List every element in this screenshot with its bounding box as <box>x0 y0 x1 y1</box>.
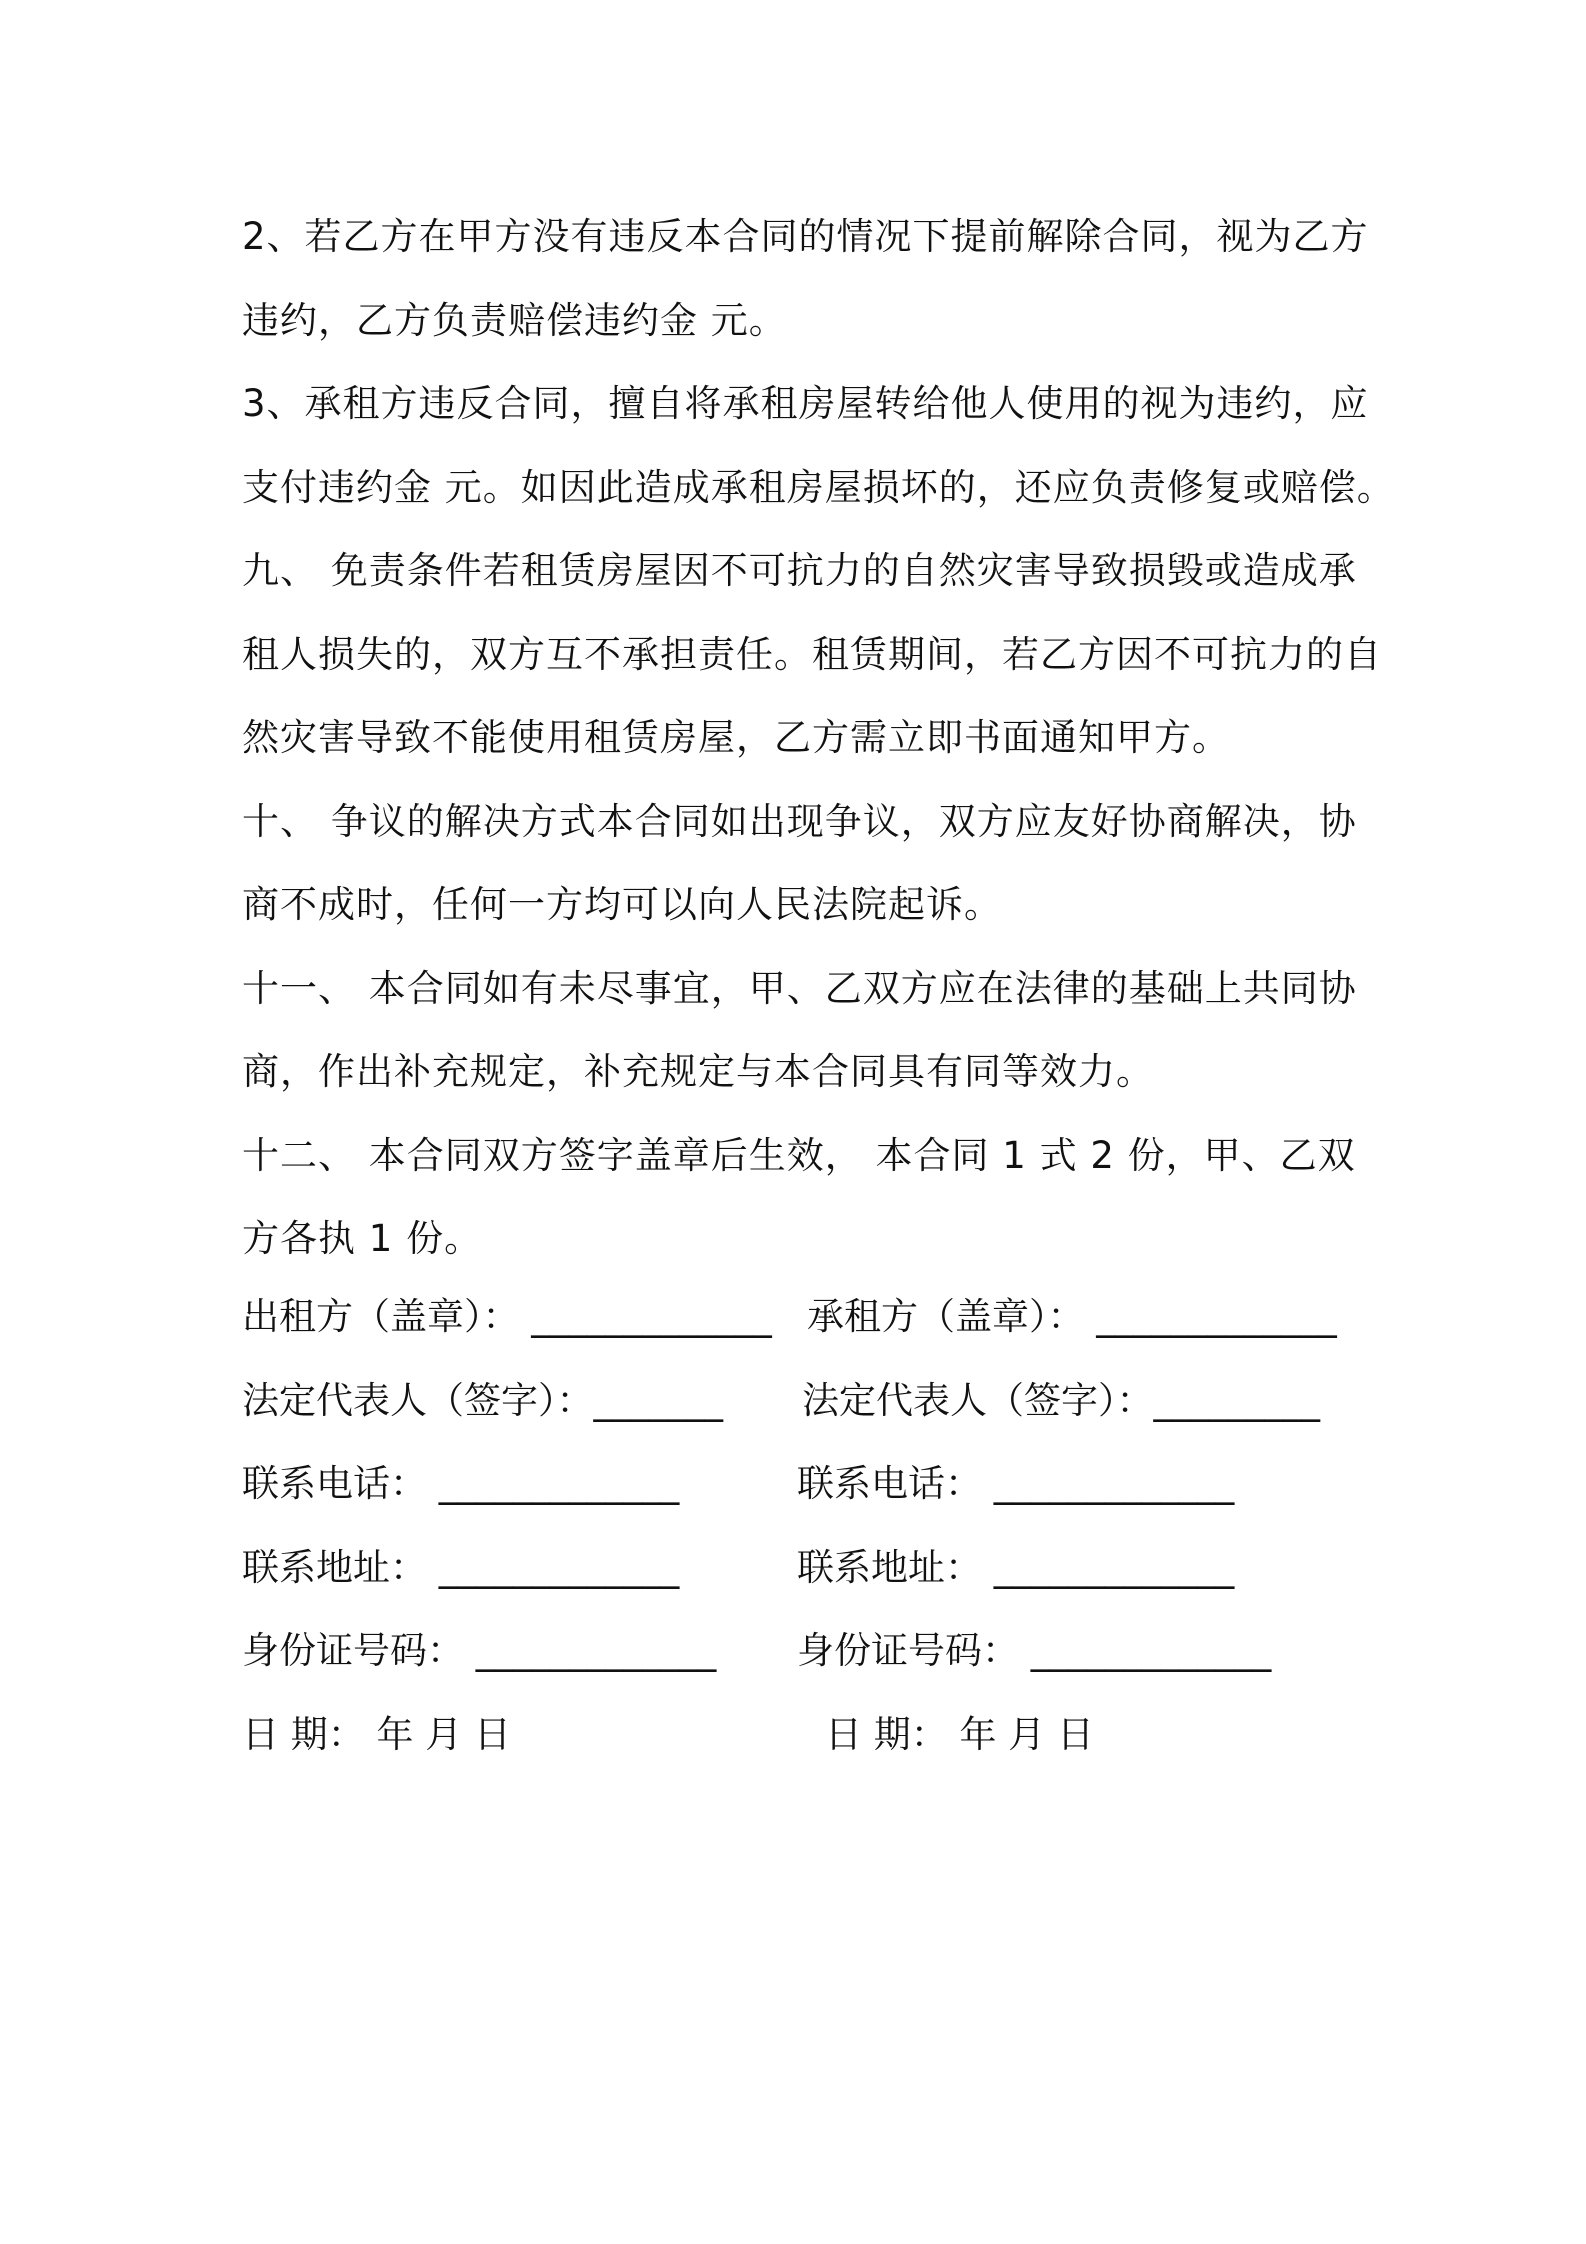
lessee-representative-field: 法定代表人（签字）：_________ <box>802 1378 1320 1422</box>
clause-line: 租人损失的，双方互不承担责任。租赁期间，若乙方因不可抗力的自 <box>242 632 1382 676</box>
signature-row-address <box>242 1526 1372 1610</box>
lessor-seal-field: 出租方（盖章）： _____________ <box>242 1295 772 1338</box>
clause-line: 商，作出补充规定，补充规定与本合同具有同等效力。 <box>242 1050 1154 1093</box>
signature-row-seal <box>242 1275 1372 1359</box>
signature-row-date <box>242 1693 1372 1777</box>
lessor-phone-field: 联系电话： _____________ <box>242 1462 680 1505</box>
lessee-address-field: 联系地址： _____________ <box>797 1545 1235 1589</box>
clause-line: 商不成时，任何一方均可以向人民法院起诉。 <box>242 883 1002 926</box>
lessee-seal-field: 承租方（盖章）： _____________ <box>807 1295 1337 1338</box>
clause-line: 然灾害导致不能使用租赁房屋，乙方需立即书面通知甲方。 <box>242 716 1230 759</box>
lessor-address-field: 联系地址： _____________ <box>242 1545 680 1589</box>
signature-block <box>242 1275 1372 1776</box>
lessee-phone-field: 联系电话： _____________ <box>797 1462 1235 1505</box>
clause-line: 违约，乙方负责赔偿违约金 元。 <box>242 298 787 342</box>
lessee-id-number-field: 身份证号码： _____________ <box>797 1629 1272 1672</box>
lessee-date-field: 日 期： 年 月 日 <box>825 1712 1095 1756</box>
signature-row-representative <box>242 1359 1372 1443</box>
clause-line: 方各执 1 份。 <box>242 1217 483 1260</box>
lessor-representative-field: 法定代表人（签字）：_______ <box>242 1378 723 1422</box>
clause-line: 十、 争议的解决方式本合同如出现争议，双方应友好协商解决，协 <box>242 799 1357 843</box>
clause-line: 十一、 本合同如有未尽事宜，甲、乙双方应在法律的基础上共同协 <box>242 966 1357 1010</box>
lessor-date-field: 日 期： 年 月 日 <box>242 1712 512 1756</box>
clause-line: 九、 免责条件若租赁房屋因不可抗力的自然灾害导致损毁或造成承 <box>242 549 1357 592</box>
contract-clauses <box>242 195 1395 1281</box>
lessor-id-number-field: 身份证号码： _____________ <box>242 1629 717 1672</box>
signature-row-id-number <box>242 1609 1372 1693</box>
clause-line: 十二、 本合同双方签字盖章后生效， 本合同 1 式 2 份，甲、乙双 <box>242 1133 1356 1177</box>
clause-line: 3、承租方违反合同，擅自将承租房屋转给他人使用的视为违约，应 <box>242 382 1369 425</box>
clause-line: 2、若乙方在甲方没有违反本合同的情况下提前解除合同，视为乙方 <box>242 215 1369 258</box>
clause-line: 支付违约金 元。如因此造成承租房屋损坏的，还应负责修复或赔偿。 <box>242 465 1395 509</box>
signature-row-phone <box>242 1442 1372 1526</box>
